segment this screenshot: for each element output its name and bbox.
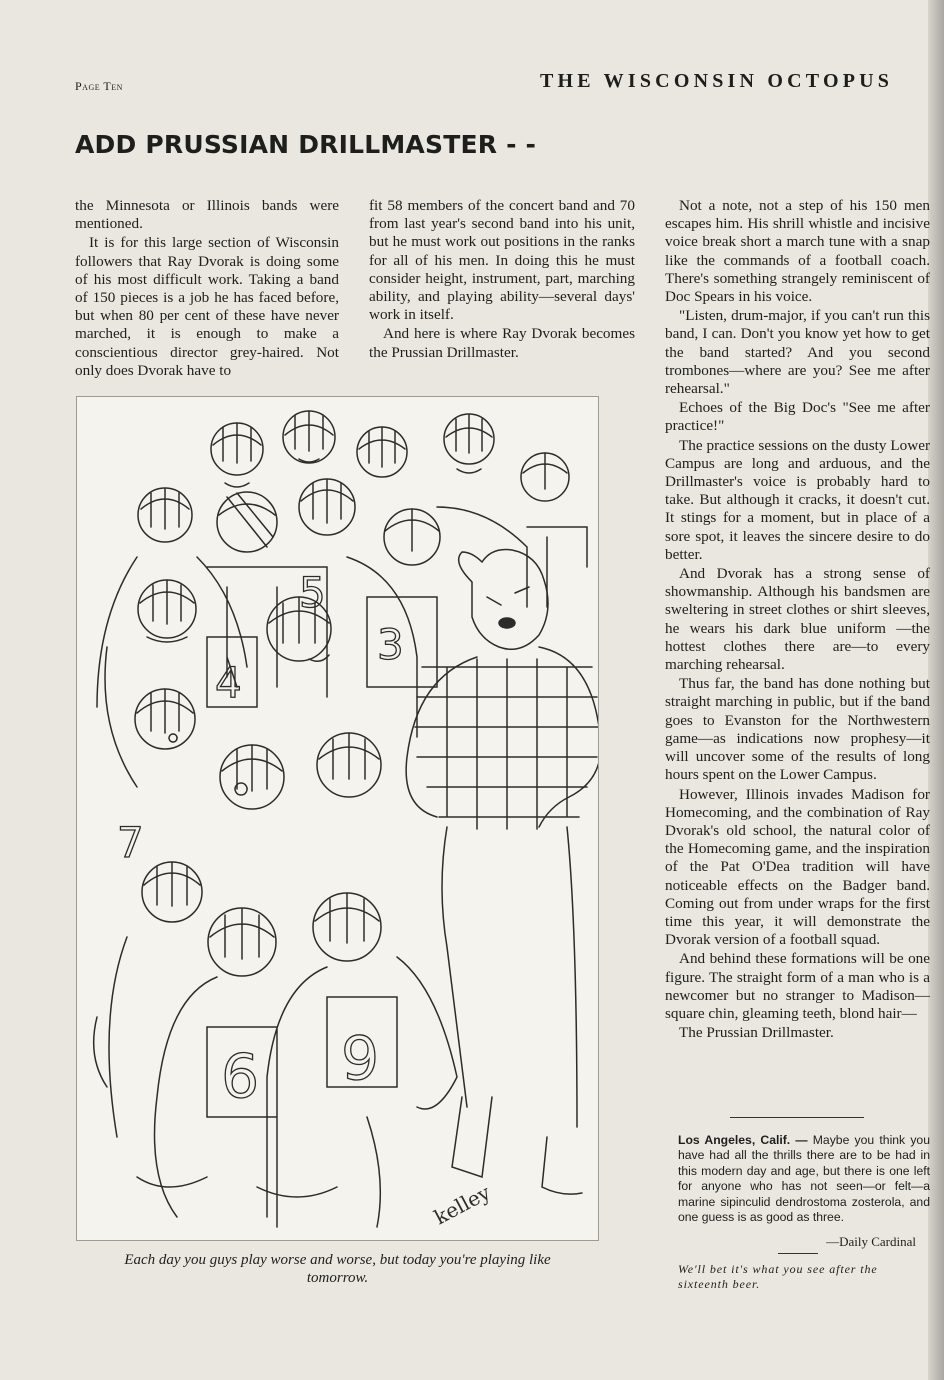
divider-rule xyxy=(778,1253,818,1254)
cartoon-drawing xyxy=(77,397,598,1240)
paragraph: Thus far, the band has done nothing but straight marching in public, but if the band goes to Evanston for the Northwestern game—as indications now prophesy—it will uncover some of the results of long hours spent on the Lower Campus. xyxy=(665,675,930,784)
paragraph: However, Illinois invades Madison for Homecoming, and the combination of Ray Dvorak's old school, the natural color of the Homecoming game, and the inspiration of the Pat O'Dea tradition will have noticeable effects on the Badger band. Coming out from under wraps for the first time this year, it will demonstrate the Dvorak version of a football squad. xyxy=(665,785,930,949)
paragraph: It is for this large section of Wisconsin followers that Ray Dvorak is doing some of his most difficult work. Taking a band of 150 pieces is a job he has faced before, but when 80 per cent of these have never marched, it is enough to make a conscientious director grey-haired. Not only does Dvorak have to xyxy=(75,234,339,379)
drillmaster-figure xyxy=(406,550,598,1195)
paragraph: Not a note, not a step of his 150 men escapes him. His shrill whistle and incisive voice break short a march tune with a snap like the commands of a football coach. There's something strangely reminiscent of Doc Spears in his voice. xyxy=(665,197,930,306)
article-headline: ADD PRUSSIAN DRILLMASTER - - xyxy=(75,130,537,159)
jersey-number: 5 xyxy=(299,568,326,617)
player-head xyxy=(220,745,284,809)
jersey-number: 4 xyxy=(215,658,242,707)
paragraph: "Listen, drum-major, if you can't run this band, I can. Don't you know yet how to get the band started? And you second trombones—where are you? See me after rehearsal." xyxy=(665,307,930,398)
player-head xyxy=(444,414,494,473)
paragraph: The practice sessions on the dusty Lower Campus are long and arduous, and the Drillmaster's voice is probably hard to take. But although it cracks, it doesn't cut. It stings for a moment, but in place of a sore spot, it leaves the sincere desire to do better. xyxy=(665,436,930,563)
player-head xyxy=(208,908,276,976)
artist-signature: kelley xyxy=(430,1180,495,1230)
player-head xyxy=(138,580,196,642)
player-head xyxy=(384,509,440,565)
editor-quip: We'll bet it's what you see after the sixteenth beer. xyxy=(678,1262,878,1291)
clipping-body: Maybe you think you have had all the thrills there are to be had in this modern day and age, but there is one left for anyone who has not seen—or felt—a marine sipinculid dendrostoma zosterola, and one guess is as good as three. xyxy=(678,1133,930,1225)
paragraph: the Minnesota or Illinois bands were mentioned. xyxy=(75,197,339,233)
publication-title: THE WISCONSIN OCTOPUS xyxy=(540,70,894,92)
article-column-2 xyxy=(369,197,635,362)
player-head xyxy=(142,862,202,922)
paragraph: The Prussian Drillmaster. xyxy=(679,1024,834,1042)
paragraph: Echoes of the Big Doc's "See me after practice!" xyxy=(665,399,930,435)
page-number: Page Ten xyxy=(75,79,123,93)
player-head xyxy=(313,893,381,961)
cartoon-illustration xyxy=(76,396,599,1241)
jersey-number: 6 xyxy=(221,1042,260,1112)
clipping-source: —Daily Cardinal xyxy=(826,1234,916,1249)
jersey-numbers xyxy=(117,568,404,1112)
player-head xyxy=(211,423,263,487)
player-head xyxy=(217,492,277,552)
jersey-number: 9 xyxy=(341,1024,380,1094)
player-head xyxy=(357,427,407,477)
paragraph: And Dvorak has a strong sense of showmanship. Although his bandsmen are sweltering in street clothes or shirt sleeves, he wears his dark blue uniform —the hottest clothes there are—to every marching rehearsal. xyxy=(665,565,930,674)
player-head xyxy=(138,488,192,542)
player-head xyxy=(521,453,569,501)
article-column-1 xyxy=(75,197,339,380)
player-head xyxy=(135,689,195,749)
player-head xyxy=(317,733,381,797)
paragraph: fit 58 members of the concert band and 70 from last year's second band into his unit, but he must work out positions in the ranks for all of his men. In doing this he must consider height, instrument, part, marching ability, and playing ability—several days' work in itself. xyxy=(369,197,635,324)
paragraph: And behind these formations will be one figure. The straight form of a man who is a newcomer but no stranger to Madison—square chin, gleaming teeth, blond hair— xyxy=(665,950,930,1022)
divider-rule xyxy=(730,1117,864,1118)
page-edge xyxy=(928,0,944,1380)
player-head xyxy=(283,411,335,463)
news-clipping xyxy=(678,1133,930,1225)
player-body xyxy=(97,507,587,787)
player-head xyxy=(299,479,355,535)
jersey-number: 3 xyxy=(377,620,404,669)
jersey-number: 7 xyxy=(117,818,144,867)
article-column-3 xyxy=(665,197,930,1042)
player-body xyxy=(94,937,457,1227)
cartoon-caption: Each day you guys play worse and worse, but today you're playing like tomorrow. xyxy=(124,1252,551,1286)
clipping-dateline: Los Angeles, Calif. — xyxy=(678,1133,808,1147)
paragraph: And here is where Ray Dvorak becomes the Prussian Drillmaster. xyxy=(369,325,635,361)
